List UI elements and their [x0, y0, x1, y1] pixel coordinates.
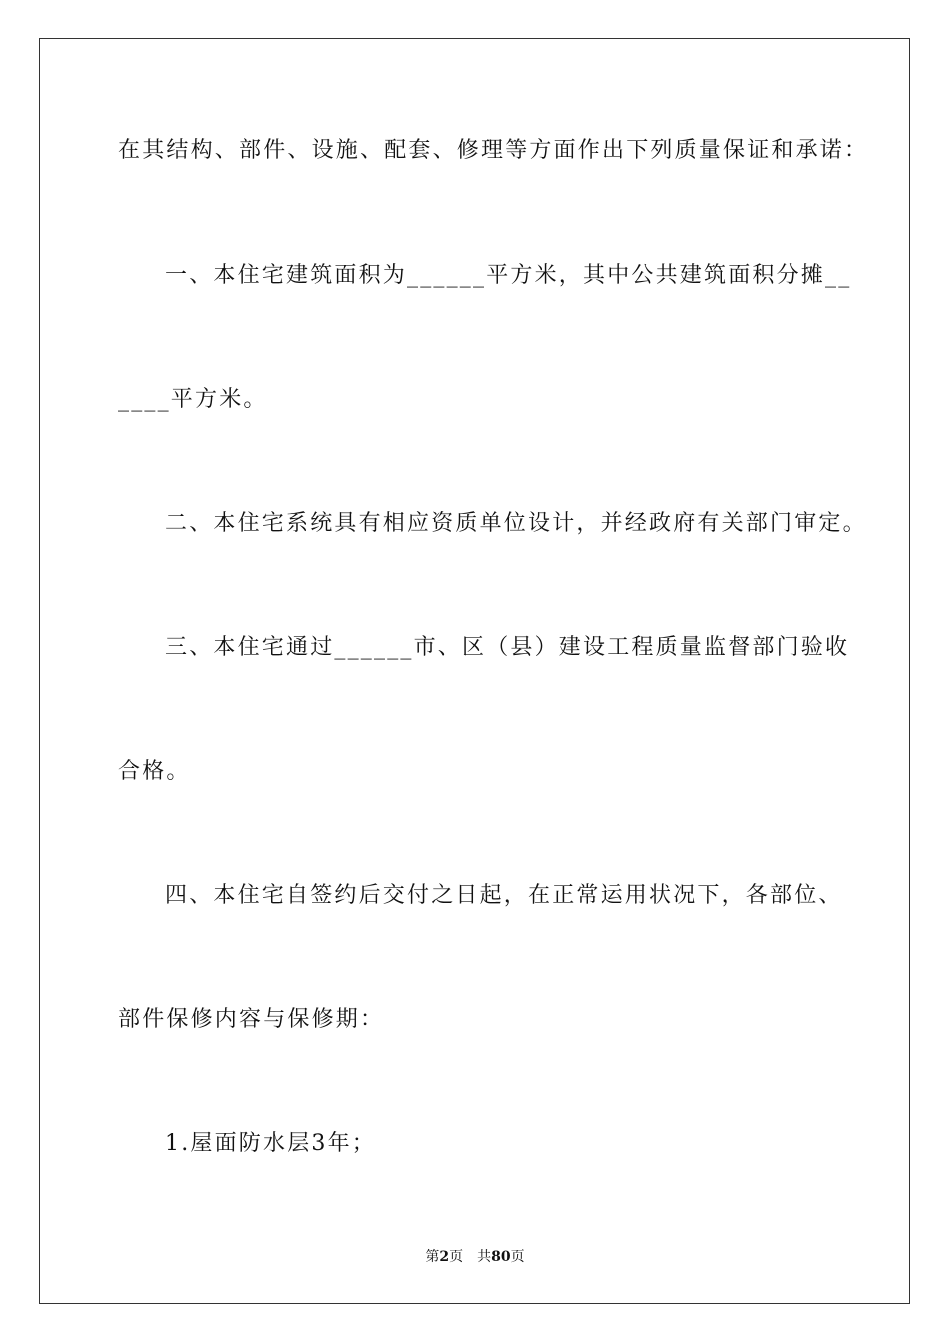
page-number: 2 [439, 1249, 450, 1265]
page-suffix: 页 [449, 1249, 464, 1265]
paragraph-line: 二、本住宅系统具有相应资质单位设计，并经政府有关部门审定。 [165, 511, 867, 536]
paragraph-line: 三、本住宅通过______市、区（县）建设工程质量监督部门验收 [165, 635, 850, 660]
paragraph-line: 部件保修内容与保修期： [118, 1007, 385, 1032]
total-suffix: 页 [510, 1249, 525, 1265]
paragraph-line: 一、本住宅建筑面积为______平方米，其中公共建筑面积分摊__ [165, 263, 852, 288]
paragraph-line: 1.屋面防水层3年； [165, 1131, 376, 1156]
paragraph-line: ____平方米。 [118, 387, 268, 412]
paragraph-line: 合格。 [118, 759, 191, 784]
total-prefix: 共 [477, 1249, 492, 1265]
total-pages: 80 [491, 1249, 511, 1265]
page-footer [0, 1248, 950, 1266]
paragraph-line: 在其结构、部件、设施、配套、修理等方面作出下列质量保证和承诺： [118, 138, 869, 163]
paragraph-line: 四、本住宅自签约后交付之日起，在正常运用状况下，各部位、 [165, 883, 843, 908]
page-prefix: 第 [425, 1249, 440, 1265]
page-border [39, 38, 910, 1304]
